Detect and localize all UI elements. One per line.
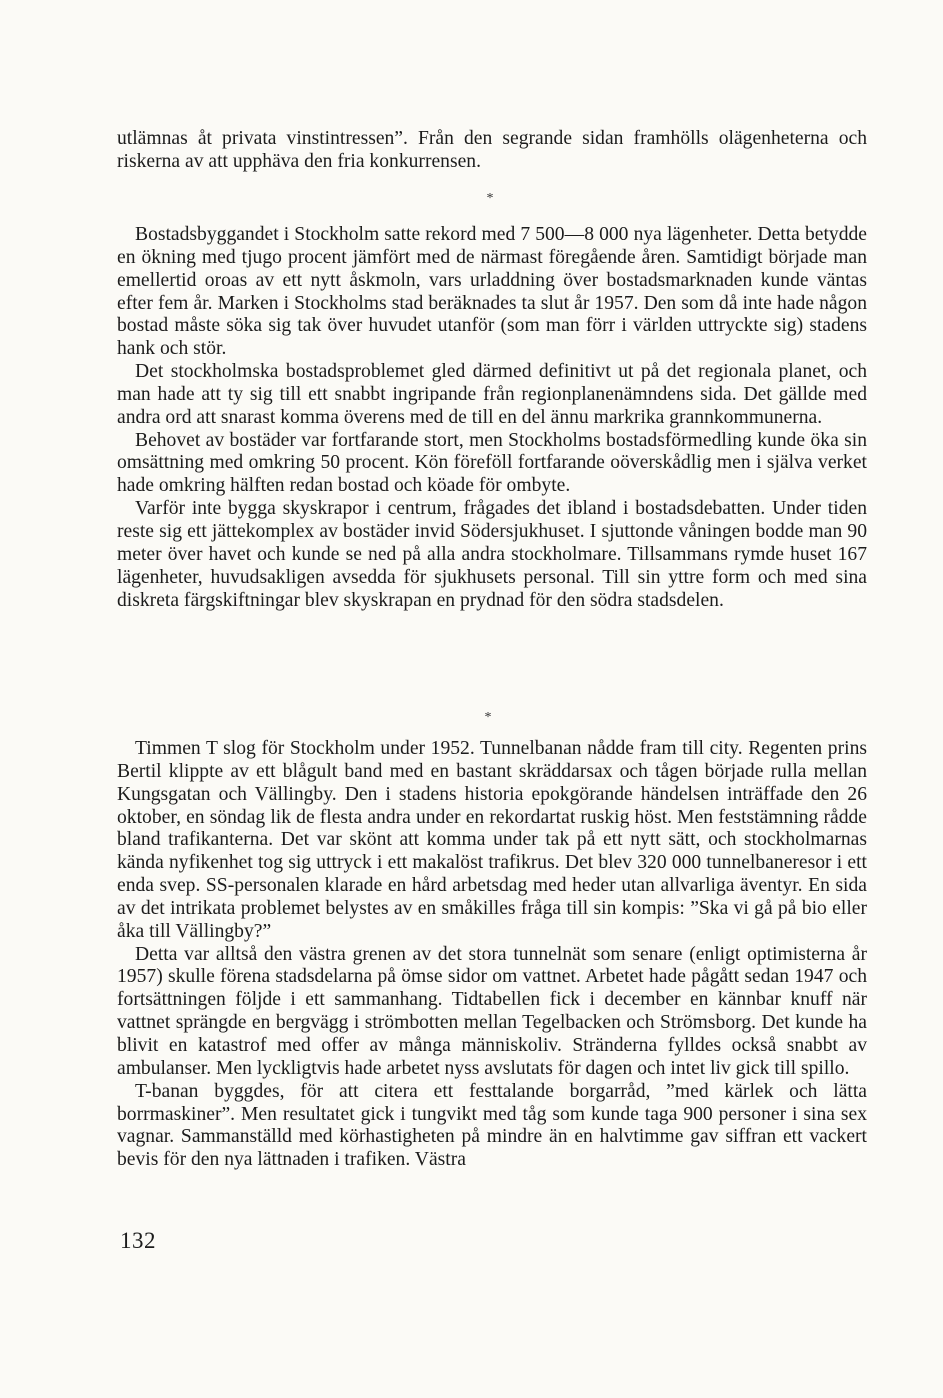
subway-paragraph-1: Timmen T slog för Stockholm under 1952. Tunnelbanan nådde fram till city. Regenten prins Bertil klippte av ett blågult band med en bastant skräddarsax och tågen började rulla mellan Kungsgatan och Vällingby. Den i stadens historia epokgörande händelsen inträffade den 26 oktober, en söndag lik de flesta andra under en rekordartat ruskig höst. Men feststämning rådde bland trafikanterna. Det var skönt att komma under tak på ett nytt sätt, och stockholmarnas kända nyfikenhet tog sig uttryck i ett makalöst trafikrus. Det blev 320 000 tunnelbaneresor i ett enda svep. SS-personalen klarade en hård arbetsdag med heder utan allvarliga äventyr. En sida av det intrikata problemet belystes av en småkilles fråga till sin kompis: ”Ska vi gå på bio eller åka till Vällingby?” (117, 738, 867, 942)
housing-paragraph-2: Det stockholmska bostadsproblemet gled därmed definitivt ut på det regionala planet, och man hade att ty sig till ett snabbt ingripande från regionplanenämndens sida. Det gällde med andra ord att snarast komma överens med de till en del ännu markrika grannkommunerna. (117, 361, 867, 428)
subway-paragraph-3: T-banan byggdes, för att citera ett festtalande borgarråd, ”med kärlek och lätta borrmaskiner”. Men resultatet gick i tungvikt med tåg som kunde taga 900 personer i sina sex vagnar. Sammanställd med körhastigheten på mindre än en halvtimme gav siffran ett vackert bevis för den nya lättnaden i trafiken. Västra (117, 1080, 867, 1171)
housing-paragraph-3: Behovet av bostäder var fortfarande stort, men Stockholms bostadsförmedling kunde öka sin omsättning med omkring 50 procent. Kön föreföll fortfarande oöverskådlig men i själva verket hade omkring hälften redan bostad och köade för ombyte. (117, 429, 867, 497)
section-separator-2: * (484, 710, 492, 725)
subway-paragraph-2: Detta var alltså den västra grenen av det stora tunnelnät som senare (enligt optimisterna år 1957) skulle förena stadsdelarna på ömse sidor om vattnet. Arbetet hade pågått sedan 1947 och fortsättningen följde i ett sammanhang. Tidtabellen fick i december en kännbar knuff när vattnet sprängde en bergvägg i strömbotten mellan Tegelbacken och Strömsborg. Det kunde ha blivit en katastrof med offer av många människoliv. Stränderna fylldes också snabbt av ambulanser. Men lyckligtvis hade arbetet nyss avslutats för dagen och intet liv gick till spillo. (117, 943, 867, 1079)
page-number: 132 (120, 1228, 156, 1253)
section-separator-1: * (486, 191, 494, 206)
housing-paragraph-4: Varför inte bygga skyskrapor i centrum, frågades det ibland i bostadsdebatten. Under tiden reste sig ett jättekomplex av bostäder invid Södersjukhuset. I sjuttonde våningen bodde man 90 meter över havet och kunde se ned på alla andra stockholmare. Tillsammans rymde huset 167 lägenheter, huvudsakligen avsedda för sjukhusets personal. Till sin yttre form och med sina diskreta färgskiftningar blev skyskrapan en prydnad för den södra stadsdelen. (117, 498, 867, 611)
housing-paragraph-1: Bostadsbyggandet i Stockholm satte rekord med 7 500—8 000 nya lägenheter. Detta betydde en ökning med tjugo procent jämfört med de närmast föregående åren. Samtidigt började man emellertid oroas av ett nytt åskmoln, vars urladdning över bostadsmarknaden kunde väntas efter fem år. Marken i Stockholms stad beräknades ta slut år 1957. Den som då inte hade någon bostad måste söka sig tak över huvudet utanför (som man förr i världen uttryckte sig) stadens hank och stör. (117, 224, 867, 360)
opening-paragraph-block (117, 128, 867, 174)
opening-paragraph: utlämnas åt privata vinstintressen”. Från den segrande sidan framhölls olägenheterna och riskerna av att upphäva den fria konkurrensen. (117, 128, 867, 172)
subway-section (117, 738, 867, 1172)
housing-section (117, 224, 867, 612)
